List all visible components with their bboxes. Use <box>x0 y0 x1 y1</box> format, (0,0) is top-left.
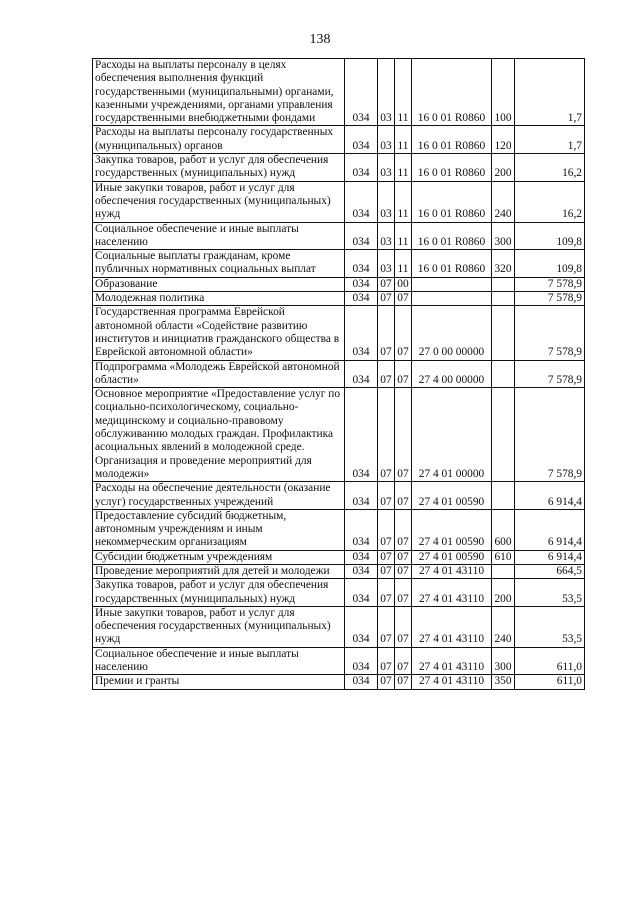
subsection-code: 07 <box>395 360 412 388</box>
expense-type-code: 200 <box>492 154 515 182</box>
section-code: 07 <box>378 550 395 564</box>
row-name: Социальное обеспечение и иные выплаты населению <box>93 647 345 675</box>
table-row <box>93 675 585 689</box>
section-code: 07 <box>378 482 395 510</box>
section-code: 07 <box>378 675 395 689</box>
subsection-code: 11 <box>395 250 412 278</box>
target-article-code: 27 4 01 00590 <box>412 550 492 564</box>
target-article-code: 27 4 01 00590 <box>412 509 492 550</box>
subsection-code: 07 <box>395 292 412 306</box>
row-name: Премии и гранты <box>93 675 345 689</box>
target-article-code: 27 4 01 00590 <box>412 482 492 510</box>
target-article-code: 16 0 01 R0860 <box>412 59 492 126</box>
target-article-code: 27 4 01 43110 <box>412 647 492 675</box>
subsection-code: 11 <box>395 126 412 154</box>
table-row <box>93 154 585 182</box>
admin-code: 034 <box>345 675 378 689</box>
row-name: Основное мероприятие «Предоставление услуг по социально-психологическому, социально-медицинскому и социально-правовому обслуживанию молодых граждан. Профилактика асоциальных явлений в молодежной среде. Организация и проведение мероприятий для молодежи» <box>93 388 345 482</box>
admin-code: 034 <box>345 360 378 388</box>
row-name: Подпрограмма «Молодежь Еврейской автономной области» <box>93 360 345 388</box>
expense-type-code <box>492 277 515 291</box>
admin-code: 034 <box>345 222 378 250</box>
expense-type-code <box>492 482 515 510</box>
target-article-code: 16 0 01 R0860 <box>412 126 492 154</box>
amount: 611,0 <box>515 647 585 675</box>
subsection-code: 07 <box>395 388 412 482</box>
table-row <box>93 579 585 607</box>
target-article-code <box>412 292 492 306</box>
section-code: 03 <box>378 181 395 222</box>
section-code: 03 <box>378 154 395 182</box>
expense-type-code: 300 <box>492 647 515 675</box>
expense-type-code: 320 <box>492 250 515 278</box>
admin-code: 034 <box>345 59 378 126</box>
table-row <box>93 222 585 250</box>
subsection-code: 11 <box>395 59 412 126</box>
subsection-code: 07 <box>395 647 412 675</box>
admin-code: 034 <box>345 250 378 278</box>
table-row <box>93 250 585 278</box>
page-number: 138 <box>309 32 331 47</box>
target-article-code: 16 0 01 R0860 <box>412 154 492 182</box>
target-article-code: 27 4 01 43110 <box>412 675 492 689</box>
admin-code: 034 <box>345 154 378 182</box>
admin-code: 034 <box>345 647 378 675</box>
expense-type-code <box>492 388 515 482</box>
subsection-code: 11 <box>395 181 412 222</box>
expense-type-code: 240 <box>492 181 515 222</box>
expense-type-code <box>492 564 515 578</box>
amount: 611,0 <box>515 675 585 689</box>
expense-type-code <box>492 292 515 306</box>
row-name: Закупка товаров, работ и услуг для обеспечения государственных (муниципальных) нужд <box>93 579 345 607</box>
amount: 16,2 <box>515 154 585 182</box>
admin-code: 034 <box>345 482 378 510</box>
expense-type-code: 120 <box>492 126 515 154</box>
amount: 1,7 <box>515 126 585 154</box>
row-name: Социальные выплаты гражданам, кроме публичных нормативных социальных выплат <box>93 250 345 278</box>
admin-code: 034 <box>345 509 378 550</box>
target-article-code: 27 4 00 00000 <box>412 360 492 388</box>
amount: 664,5 <box>515 564 585 578</box>
row-name: Образование <box>93 277 345 291</box>
subsection-code: 00 <box>395 277 412 291</box>
amount: 6 914,4 <box>515 550 585 564</box>
amount: 7 578,9 <box>515 360 585 388</box>
section-code: 03 <box>378 59 395 126</box>
section-code: 07 <box>378 509 395 550</box>
target-article-code: 27 4 01 00000 <box>412 388 492 482</box>
table-row <box>93 277 585 291</box>
section-code: 07 <box>378 647 395 675</box>
budget-table <box>92 58 585 690</box>
target-article-code: 27 0 00 00000 <box>412 306 492 360</box>
target-article-code: 16 0 01 R0860 <box>412 181 492 222</box>
expense-type-code: 300 <box>492 222 515 250</box>
row-name: Предоставление субсидий бюджетным, автономным учреждениям и иным некоммерческим организациям <box>93 509 345 550</box>
amount: 6 914,4 <box>515 482 585 510</box>
subsection-code: 07 <box>395 306 412 360</box>
subsection-code: 07 <box>395 509 412 550</box>
subsection-code: 07 <box>395 550 412 564</box>
table-row <box>93 126 585 154</box>
subsection-code: 07 <box>395 675 412 689</box>
admin-code: 034 <box>345 606 378 647</box>
section-code: 07 <box>378 564 395 578</box>
expense-type-code: 200 <box>492 579 515 607</box>
amount: 7 578,9 <box>515 388 585 482</box>
subsection-code: 07 <box>395 482 412 510</box>
target-article-code: 27 4 01 43110 <box>412 579 492 607</box>
table-row <box>93 509 585 550</box>
expense-type-code: 610 <box>492 550 515 564</box>
subsection-code: 07 <box>395 579 412 607</box>
expense-type-code: 600 <box>492 509 515 550</box>
subsection-code: 07 <box>395 606 412 647</box>
table-row <box>93 306 585 360</box>
amount: 7 578,9 <box>515 277 585 291</box>
section-code: 07 <box>378 360 395 388</box>
table-row <box>93 482 585 510</box>
target-article-code: 16 0 01 R0860 <box>412 222 492 250</box>
admin-code: 034 <box>345 388 378 482</box>
row-name: Социальное обеспечение и иные выплаты населению <box>93 222 345 250</box>
subsection-code: 11 <box>395 222 412 250</box>
row-name: Молодежная политика <box>93 292 345 306</box>
amount: 1,7 <box>515 59 585 126</box>
section-code: 07 <box>378 579 395 607</box>
expense-type-code <box>492 360 515 388</box>
section-code: 07 <box>378 606 395 647</box>
section-code: 03 <box>378 250 395 278</box>
row-name: Расходы на выплаты персоналу государственных (муниципальных) органов <box>93 126 345 154</box>
row-name: Расходы на обеспечение деятельности (оказание услуг) государственных учреждений <box>93 482 345 510</box>
admin-code: 034 <box>345 292 378 306</box>
admin-code: 034 <box>345 277 378 291</box>
table-row <box>93 606 585 647</box>
row-name: Иные закупки товаров, работ и услуг для обеспечения государственных (муниципальных) нужд <box>93 181 345 222</box>
row-name: Государственная программа Еврейской автономной области «Содействие развитию институтов и инициатив гражданского общества в Еврейской автономной области» <box>93 306 345 360</box>
amount: 109,8 <box>515 250 585 278</box>
table-row <box>93 292 585 306</box>
admin-code: 034 <box>345 579 378 607</box>
table-row <box>93 388 585 482</box>
amount: 7 578,9 <box>515 292 585 306</box>
target-article-code <box>412 277 492 291</box>
row-name: Закупка товаров, работ и услуг для обеспечения государственных (муниципальных) нужд <box>93 154 345 182</box>
amount: 7 578,9 <box>515 306 585 360</box>
expense-type-code: 350 <box>492 675 515 689</box>
section-code: 03 <box>378 126 395 154</box>
row-name: Иные закупки товаров, работ и услуг для обеспечения государственных (муниципальных) нужд <box>93 606 345 647</box>
section-code: 07 <box>378 292 395 306</box>
section-code: 07 <box>378 277 395 291</box>
amount: 109,8 <box>515 222 585 250</box>
target-article-code: 27 4 01 43110 <box>412 606 492 647</box>
amount: 53,5 <box>515 606 585 647</box>
expense-type-code: 240 <box>492 606 515 647</box>
target-article-code: 16 0 01 R0860 <box>412 250 492 278</box>
table-row <box>93 647 585 675</box>
expense-type-code <box>492 306 515 360</box>
admin-code: 034 <box>345 550 378 564</box>
table-row <box>93 181 585 222</box>
table-row <box>93 59 585 126</box>
table-row <box>93 564 585 578</box>
admin-code: 034 <box>345 126 378 154</box>
row-name: Проведение мероприятий для детей и молодежи <box>93 564 345 578</box>
section-code: 07 <box>378 306 395 360</box>
subsection-code: 11 <box>395 154 412 182</box>
section-code: 07 <box>378 388 395 482</box>
admin-code: 034 <box>345 181 378 222</box>
table-body <box>93 59 585 690</box>
target-article-code: 27 4 01 43110 <box>412 564 492 578</box>
table-row <box>93 360 585 388</box>
expense-type-code: 100 <box>492 59 515 126</box>
amount: 16,2 <box>515 181 585 222</box>
amount: 6 914,4 <box>515 509 585 550</box>
admin-code: 034 <box>345 306 378 360</box>
row-name: Субсидии бюджетным учреждениям <box>93 550 345 564</box>
section-code: 03 <box>378 222 395 250</box>
subsection-code: 07 <box>395 564 412 578</box>
row-name: Расходы на выплаты персоналу в целях обеспечения выполнения функций государственными (муниципальными) органами, казенными учреждениями, органами управления государственными внебюджетными фондами <box>93 59 345 126</box>
admin-code: 034 <box>345 564 378 578</box>
amount: 53,5 <box>515 579 585 607</box>
table-row <box>93 550 585 564</box>
